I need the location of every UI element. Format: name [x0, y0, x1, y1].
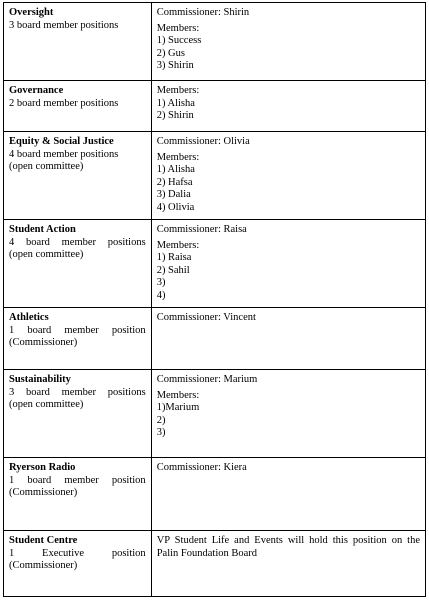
committee-row-student-action: [4, 220, 426, 308]
committee-name: Equity & Social Justice: [9, 136, 114, 147]
position-count: 4 board member positions (open committee): [9, 236, 146, 260]
member-item: 1) Raisa: [156, 252, 192, 263]
committee-info-cell: [4, 220, 152, 308]
position-count: 1 board member position (Commissioner): [9, 474, 146, 498]
committee-info-cell: [4, 458, 152, 531]
member-item: 3): [156, 427, 166, 438]
committee-info-cell: [4, 370, 152, 458]
committee-members-cell: [151, 3, 425, 81]
member-item: 4): [156, 289, 166, 301]
member-item: 2) Gus: [156, 47, 185, 59]
committee-info-cell: [4, 81, 152, 132]
committee-members-cell: [151, 370, 425, 458]
committee-members-cell: [151, 308, 425, 370]
commissioner-label: Commissioner: Marium: [156, 374, 258, 385]
member-item: 3) Dalia: [156, 189, 191, 200]
commissioner-label: Commissioner: Shirin: [156, 7, 250, 18]
committee-name: Sustainability: [9, 374, 71, 385]
commissioner-label: Commissioner: Olivia: [156, 136, 250, 147]
committee-members-cell: [151, 81, 425, 132]
position-count: 3 board member positions (open committee): [9, 386, 146, 410]
member-item: 2) Shirin: [156, 110, 194, 121]
members-label: Members:: [156, 85, 200, 96]
committee-row-student-centre: [4, 531, 426, 597]
member-item: 1)Marium: [156, 402, 200, 413]
committee-name: Ryerson Radio: [9, 462, 76, 473]
position-note: VP Student Life and Events will hold this position on the Palin Foundation Board: [156, 535, 420, 559]
committee-row-sustainability: [4, 370, 426, 458]
committee-row-ryerson-radio: [4, 458, 426, 531]
committee-members-cell: [151, 531, 425, 597]
committee-row-oversight: [4, 3, 426, 81]
position-count: 2 board member positions: [9, 97, 119, 109]
commissioner-label: Commissioner: Raisa: [156, 224, 247, 235]
members-label: Members:: [156, 389, 200, 401]
committee-members-cell: [151, 220, 425, 308]
committee-name: Student Centre: [9, 535, 78, 546]
position-count: 1 board member position (Commissioner): [9, 324, 146, 348]
committee-row-athletics: [4, 308, 426, 370]
committee-table: [3, 2, 426, 597]
members-label: Members:: [156, 151, 200, 163]
committee-members-cell: [151, 132, 425, 220]
member-item: 1) Success: [156, 35, 202, 46]
member-item: 3) Shirin: [156, 60, 194, 71]
member-item: 2): [156, 414, 166, 426]
committee-name: Governance: [9, 85, 64, 96]
committee-info-cell: [4, 531, 152, 597]
position-count: 3 board member positions: [9, 19, 119, 31]
member-item: 4) Olivia: [156, 201, 195, 213]
committee-row-governance: [4, 81, 426, 132]
commissioner-label: Commissioner: Vincent: [156, 312, 256, 323]
committee-info-cell: [4, 3, 152, 81]
position-count: 4 board member positions (open committee): [9, 148, 119, 172]
member-item: 1) Alisha: [156, 97, 195, 109]
committee-members-cell: [151, 458, 425, 531]
committee-info-cell: [4, 132, 152, 220]
member-item: 2) Sahil: [156, 264, 190, 276]
member-item: 2) Hafsa: [156, 176, 193, 188]
committee-row-equity: [4, 132, 426, 220]
committee-info-cell: [4, 308, 152, 370]
member-item: 3): [156, 277, 166, 288]
committee-name: Oversight: [9, 7, 54, 18]
commissioner-label: Commissioner: Kiera: [156, 462, 247, 473]
committee-name: Athletics: [9, 312, 49, 323]
members-label: Members:: [156, 22, 200, 34]
committee-name: Student Action: [9, 224, 76, 235]
position-count: 1 Executive position (Commissioner): [9, 547, 146, 571]
member-item: 1) Alisha: [156, 164, 195, 175]
members-label: Members:: [156, 239, 200, 251]
